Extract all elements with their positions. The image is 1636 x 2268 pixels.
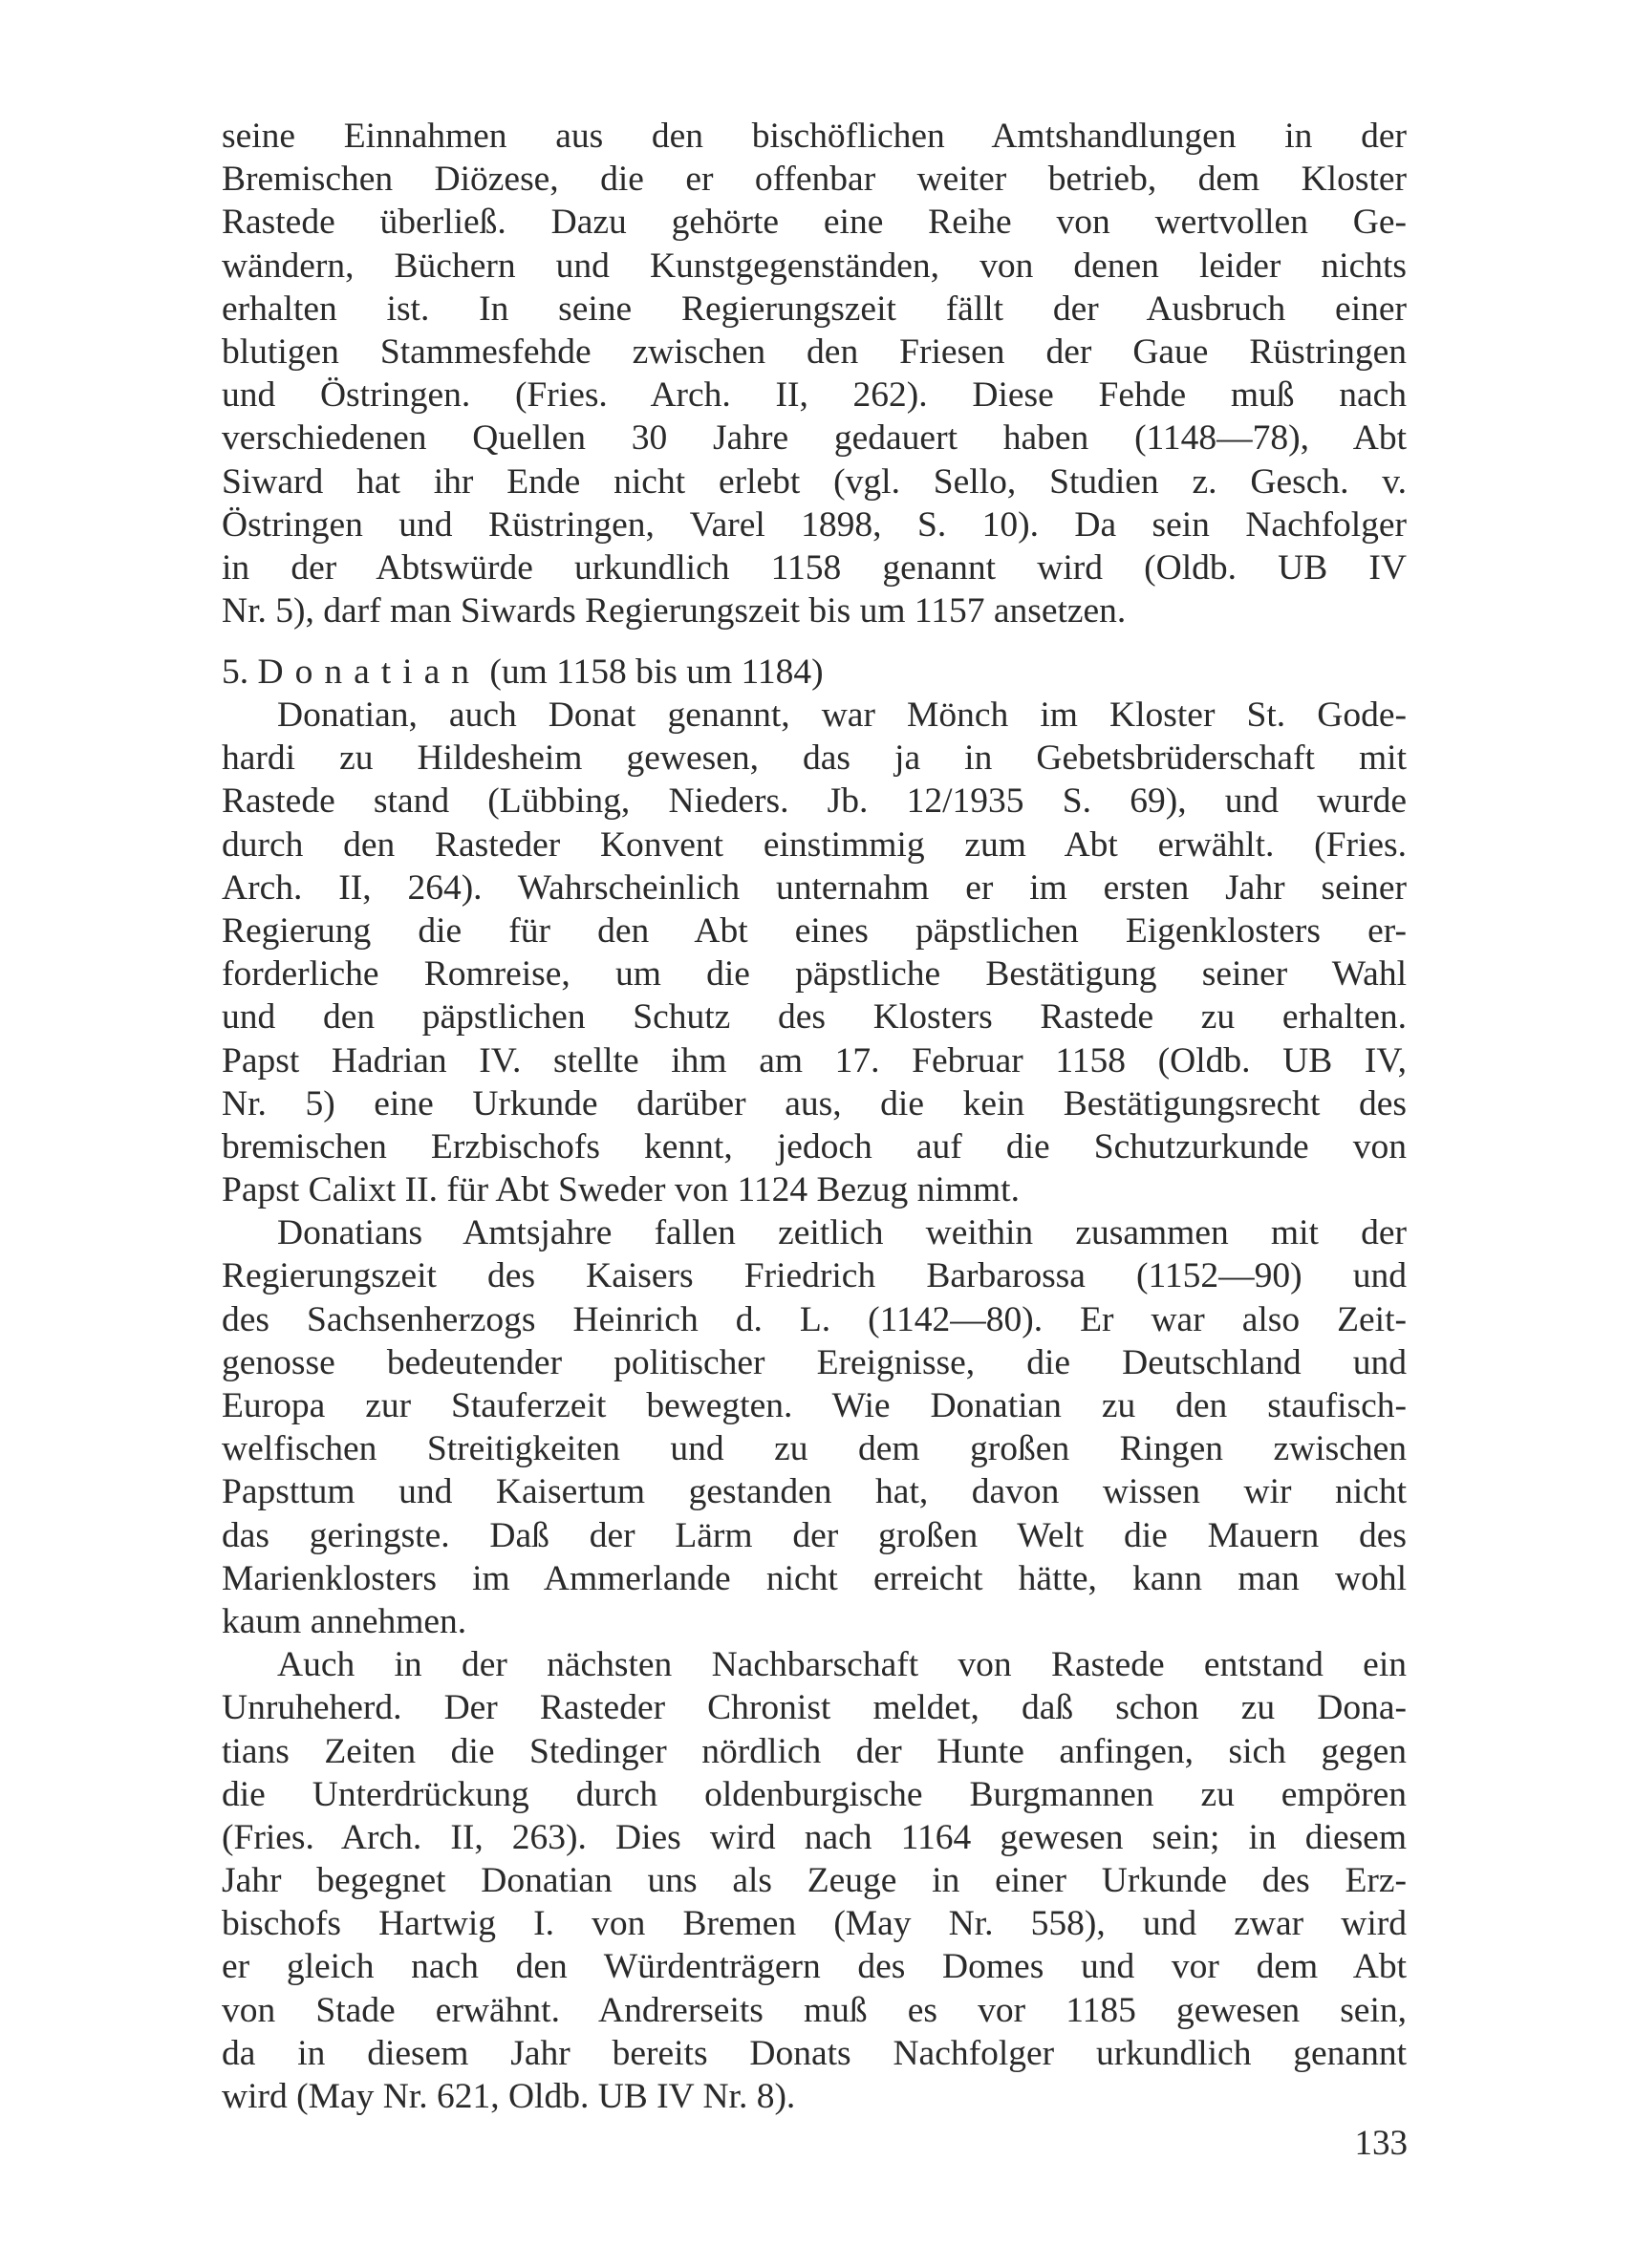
text-line: wird (May Nr. 621, Oldb. UB IV Nr. 8). <box>222 2077 796 2116</box>
text-line: Rastede überließ. Dazu gehörte eine Reihe von wertvollen Ge- <box>222 203 1407 243</box>
text-line: Papst Calixt II. für Abt Sweder von 1124 Bezug nimmt. <box>222 1170 1020 1210</box>
text-line: Europa zur Stauferzeit bewegten. Wie Donatian zu den staufisch- <box>222 1386 1407 1425</box>
text-line: in der Abtswürde urkundlich 1158 genannt wird (Oldb. UB IV <box>222 547 1407 588</box>
text-line: Donatian, auch Donat genannt, war Mönch im Kloster St. Gode- <box>277 695 1407 735</box>
text-line: und Östringen. (Fries. Arch. II, 262). Diese Fehde muß nach <box>222 375 1407 416</box>
text-line: Nr. 5) eine Urkunde darüber aus, die kein Bestätigungsrecht des <box>222 1083 1407 1123</box>
text-line: des Sachsenherzogs Heinrich d. L. (1142—80). Er war also Zeit- <box>222 1299 1407 1339</box>
text-line: Regierung die für den Abt eines päpstlichen Eigenklosters er- <box>222 910 1407 951</box>
section-5-body <box>222 694 1407 2118</box>
text-line: Donatians Amtsjahre fallen zeitlich weithin zusammen mit der <box>277 1213 1407 1253</box>
text-line: kaum annehmen. <box>222 1601 467 1641</box>
page-number: 133 <box>1354 2124 1408 2163</box>
text-line: bischofs Hartwig I. von Bremen (May Nr. 558), und zwar wird <box>222 1904 1407 1944</box>
text-line: die Unterdrückung durch oldenburgische Burgmannen zu empören <box>222 1774 1407 1814</box>
text-line: er gleich nach den Würdenträgern des Domes und vor dem Abt <box>222 1947 1407 1987</box>
text-line: (Fries. Arch. II, 263). Dies wird nach 1164 gewesen sein; in diesem <box>222 1817 1407 1857</box>
text-line: Unruheherd. Der Rasteder Chronist meldet, daß schon zu Dona- <box>222 1688 1407 1728</box>
text-line: forderliche Romreise, um die päpstliche Bestätigung seiner Wahl <box>222 954 1407 995</box>
text-line: Siward hat ihr Ende nicht erlebt (vgl. Sello, Studien z. Gesch. v. <box>222 461 1407 502</box>
section-heading <box>222 651 824 694</box>
text-line: Regierungszeit des Kaisers Friedrich Barbarossa (1152—90) und <box>222 1256 1407 1296</box>
section-prev-text <box>222 115 1407 632</box>
text-line: das geringste. Daß der Lärm der großen Welt die Mauern des <box>222 1515 1407 1555</box>
text-line: von Stade erwähnt. Andrerseits muß es vor 1185 gewesen sein, <box>222 1990 1407 2030</box>
text-line: und den päpstlichen Schutz des Klosters Rastede zu erhalten. <box>222 997 1407 1038</box>
text-line: verschiedenen Quellen 30 Jahre gedauert haben (1148—78), Abt <box>222 418 1407 459</box>
section-name: Donatian <box>257 653 481 692</box>
text-line: da in diesem Jahr bereits Donats Nachfolger urkundlich genannt <box>222 2033 1407 2073</box>
text-line: tians Zeiten die Stedinger nördlich der Hunte anfingen, sich gegen <box>222 1731 1407 1771</box>
text-line: Auch in der nächsten Nachbarschaft von Rastede entstand ein <box>277 1645 1407 1685</box>
text-line: Rastede stand (Lübbing, Nieders. Jb. 12/1935 S. 69), und wurde <box>222 781 1407 822</box>
text-line: bremischen Erzbischofs kennt, jedoch auf die Schutzurkunde von <box>222 1126 1407 1166</box>
text-line: Nr. 5), darf man Siwards Regierungszeit bis um 1157 ansetzen. <box>222 591 1127 631</box>
text-line: Marienklosters im Ammerlande nicht erreicht hätte, kann man wohl <box>222 1558 1407 1598</box>
text-line: Papst Hadrian IV. stellte ihm am 17. Februar 1158 (Oldb. UB IV, <box>222 1040 1407 1081</box>
text-line: Östringen und Rüstringen, Varel 1898, S. 10). Da sein Nachfolger <box>222 504 1407 545</box>
text-line: blutigen Stammesfehde zwischen den Friesen der Gaue Rüstringen <box>222 332 1407 372</box>
section-period: (um 1158 bis um 1184) <box>489 653 824 692</box>
text-line: seine Einnahmen aus den bischöflichen Amtshandlungen in der <box>222 117 1407 156</box>
text-line: erhalten ist. In seine Regierungszeit fällt der Ausbruch einer <box>222 289 1407 329</box>
text-line: Arch. II, 264). Wahrscheinlich unternahm er im ersten Jahr seiner <box>222 867 1407 908</box>
text-line: hardi zu Hildesheim gewesen, das ja in Gebetsbrüderschaft mit <box>222 738 1407 779</box>
text-line: wändern, Büchern und Kunstgegenständen, von denen leider nichts <box>222 246 1407 286</box>
text-line: welfischen Streitigkeiten und zu dem großen Ringen zwischen <box>222 1429 1407 1469</box>
text-line: genosse bedeutender politischer Ereignisse, die Deutschland und <box>222 1342 1407 1382</box>
text-line: Papsttum und Kaisertum gestanden hat, davon wissen wir nicht <box>222 1472 1407 1512</box>
text-line: Bremischen Diözese, die er offenbar weiter betrieb, dem Kloster <box>222 160 1407 200</box>
text-line: Jahr begegnet Donatian uns als Zeuge in einer Urkunde des Erz- <box>222 1861 1407 1901</box>
text-line: durch den Rasteder Konvent einstimmig zum Abt erwählt. (Fries. <box>222 824 1407 865</box>
section-number: 5. <box>222 653 249 692</box>
